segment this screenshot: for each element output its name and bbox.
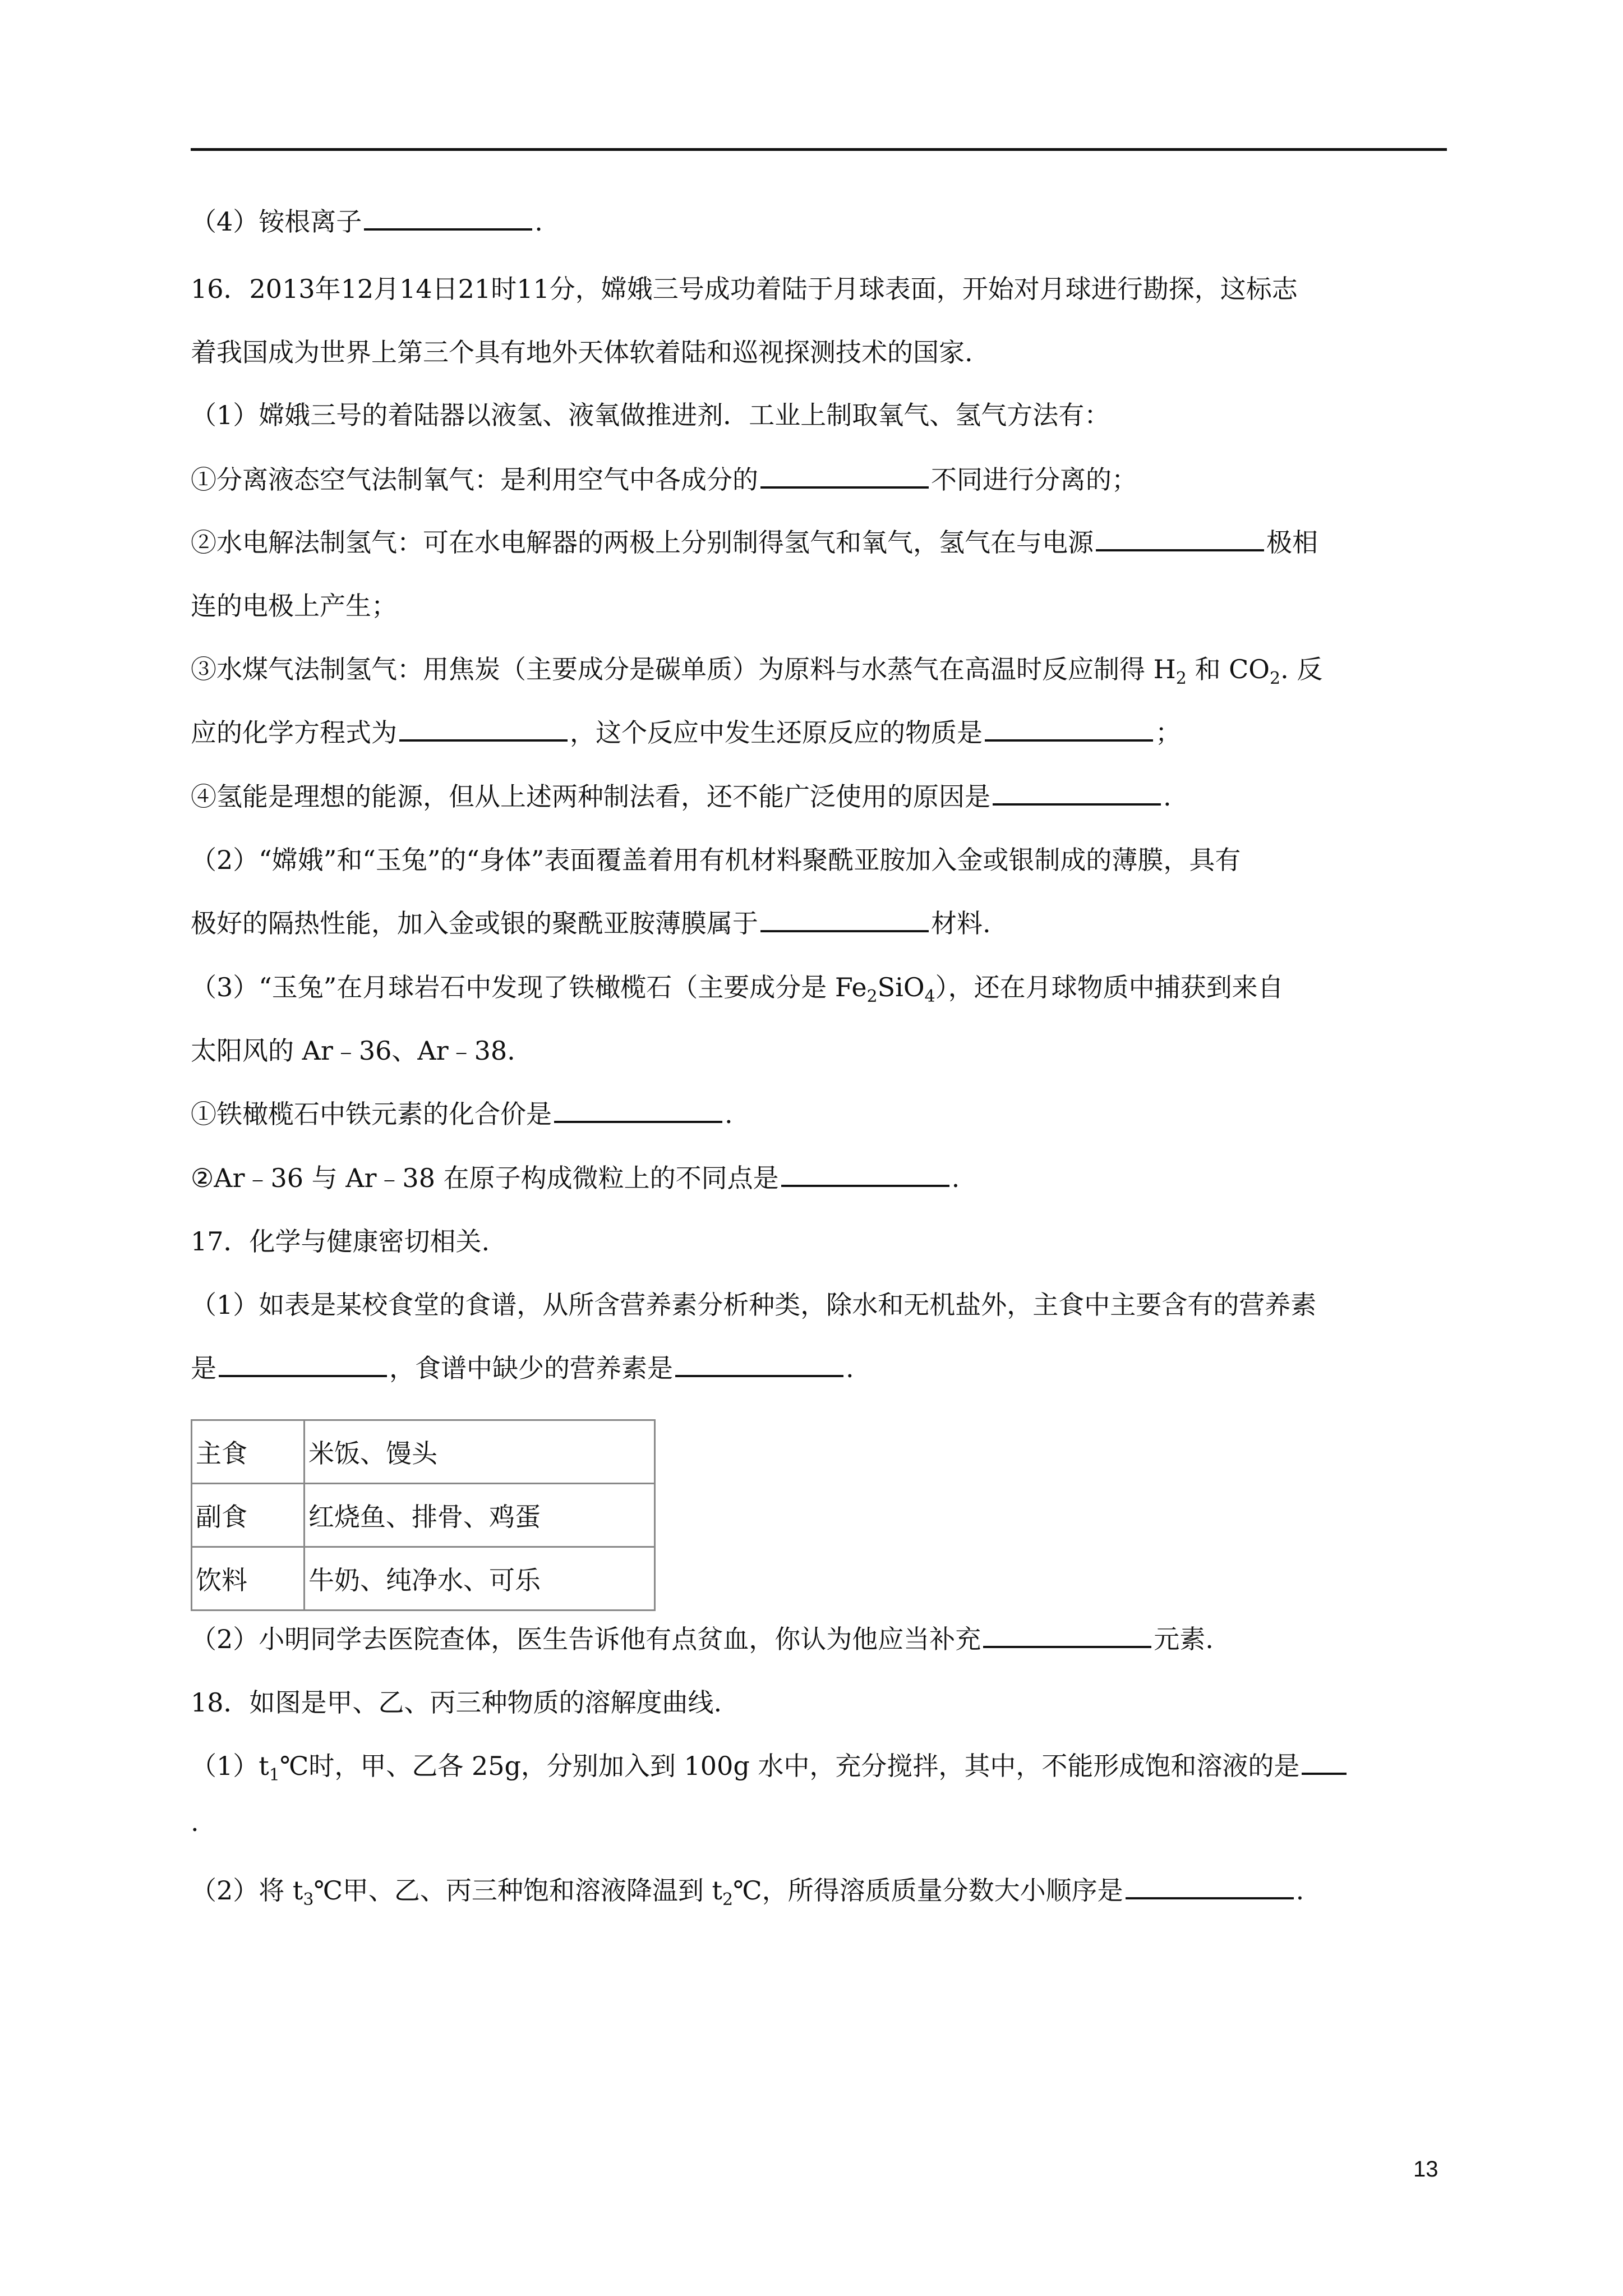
answer-blank[interactable] [1126,1874,1294,1899]
table-cell-value: 牛奶、纯净水、可乐 [305,1547,655,1611]
q16-method2-line2: 连的电极上产生； [191,591,397,621]
q17-stem: 17．化学与健康密切相关. [191,1226,490,1257]
q16-stem-line2: 着我国成为世界上第三个具有地外天体软着陆和巡视探测技术的国家. [191,337,973,367]
q18-part1-line2: . [191,1807,199,1837]
header-rule [191,148,1447,151]
q18-stem: 18．如图是甲、乙、丙三种物质的溶解度曲线. [191,1687,722,1718]
q16-part1-intro: （1）嫦娥三号的着陆器以液氢、液氧做推进剂．工业上制取氧气、氢气方法有： [191,400,1110,430]
q18-part2: （2）将 $t_3℃$甲、乙、丙三种饱和溶液降温到 $t_2℃$，所得溶质质量分数大小顺序是 . [191,1874,1447,1907]
q17-part1-line2: 是 ，食谱中缺少的营养素是 . [191,1351,1447,1385]
answer-blank[interactable] [1302,1749,1347,1775]
answer-blank[interactable] [985,716,1153,742]
q16-item4: ④氢能是理想的能源，但从上述两种制法看，还不能广泛使用的原因是 . [191,780,1447,813]
q16-part3-line1: （3）“玉兔”在月球岩石中发现了铁橄榄石（主要成分是 $Fe_2SiO_4$），还在月球物质中捕获到来自 [191,972,1284,1007]
q16-part3-item2: ②Ar﹣36 与 Ar﹣38 在原子构成微粒上的不同点是 . [191,1161,1447,1195]
q16-part2-line1: （2）“嫦娥”和“玉兔”的“身体”表面覆盖着用有机材料聚酰亚胺加入金或银制成的薄膜，具有 [191,845,1241,875]
q15-item4: （4）铵根离子 . [191,205,1447,238]
answer-blank[interactable] [760,463,929,489]
table-row [192,1484,655,1547]
q17-part2: （2）小明同学去医院查体，医生告诉他有点贫血，你认为他应当补充 元素. [191,1622,1447,1656]
table-cell-key: 主食 [192,1420,305,1484]
answer-blank[interactable] [781,1161,949,1187]
table-row [192,1420,655,1484]
table-cell-value: 红烧鱼、排骨、鸡蛋 [305,1484,655,1547]
q16-part3-line2: 太阳风的 Ar﹣36、Ar﹣38. [191,1036,515,1066]
answer-blank[interactable] [219,1351,387,1377]
answer-blank[interactable] [675,1351,843,1377]
answer-blank[interactable] [983,1622,1151,1648]
answer-blank[interactable] [993,780,1161,806]
q16-part2-line2: 极好的隔热性能，加入金或银的聚酰亚胺薄膜属于 材料. [191,907,1447,940]
q16-stem-line1: 16．2013年12月14日21时11分，嫦娥三号成功着陆于月球表面，开始对月球进行勘探，这标志 [191,274,1298,304]
answer-blank[interactable] [554,1097,722,1123]
table-row [192,1547,655,1611]
table-cell-key: 副食 [192,1484,305,1547]
table-cell-value: 米饭、馒头 [305,1420,655,1484]
answer-blank[interactable] [1096,526,1264,551]
q16-method3-line1: ③水煤气法制氢气：用焦炭（主要成分是碳单质）为原料与水蒸气在高温时反应制得 $H_2$ 和 $CO_2$. 反 [191,654,1323,689]
answer-blank[interactable] [364,205,532,231]
page-number: 13 [1413,2157,1438,2182]
q16-part3-item1: ①铁橄榄石中铁元素的化合价是 . [191,1097,1447,1131]
q16-method1: ①分离液态空气法制氧气：是利用空气中各成分的 不同进行分离的； [191,463,1447,496]
answer-blank[interactable] [399,716,568,742]
menu-table [191,1419,656,1611]
q18-part1-line1: $(1)t_1℃$时，甲、乙各 25g，分别加入到 100g 水中，充分搅拌，其中，不能形成饱和溶液的是 [191,1749,1447,1783]
table-cell-key: 饮料 [192,1547,305,1611]
answer-blank[interactable] [760,907,929,932]
q17-part1-line1: （1）如表是某校食堂的食谱，从所含营养素分析种类，除水和无机盐外，主食中主要含有的营养素 [191,1290,1317,1320]
q16-method3-line2: 应的化学方程式为 ，这个反应中发生还原反应的物质是 ； [191,716,1447,749]
q16-method2-line1: ②水电解法制氢气：可在水电解器的两极上分别制得氢气和氧气，氢气在与电源 极相 [191,526,1447,559]
